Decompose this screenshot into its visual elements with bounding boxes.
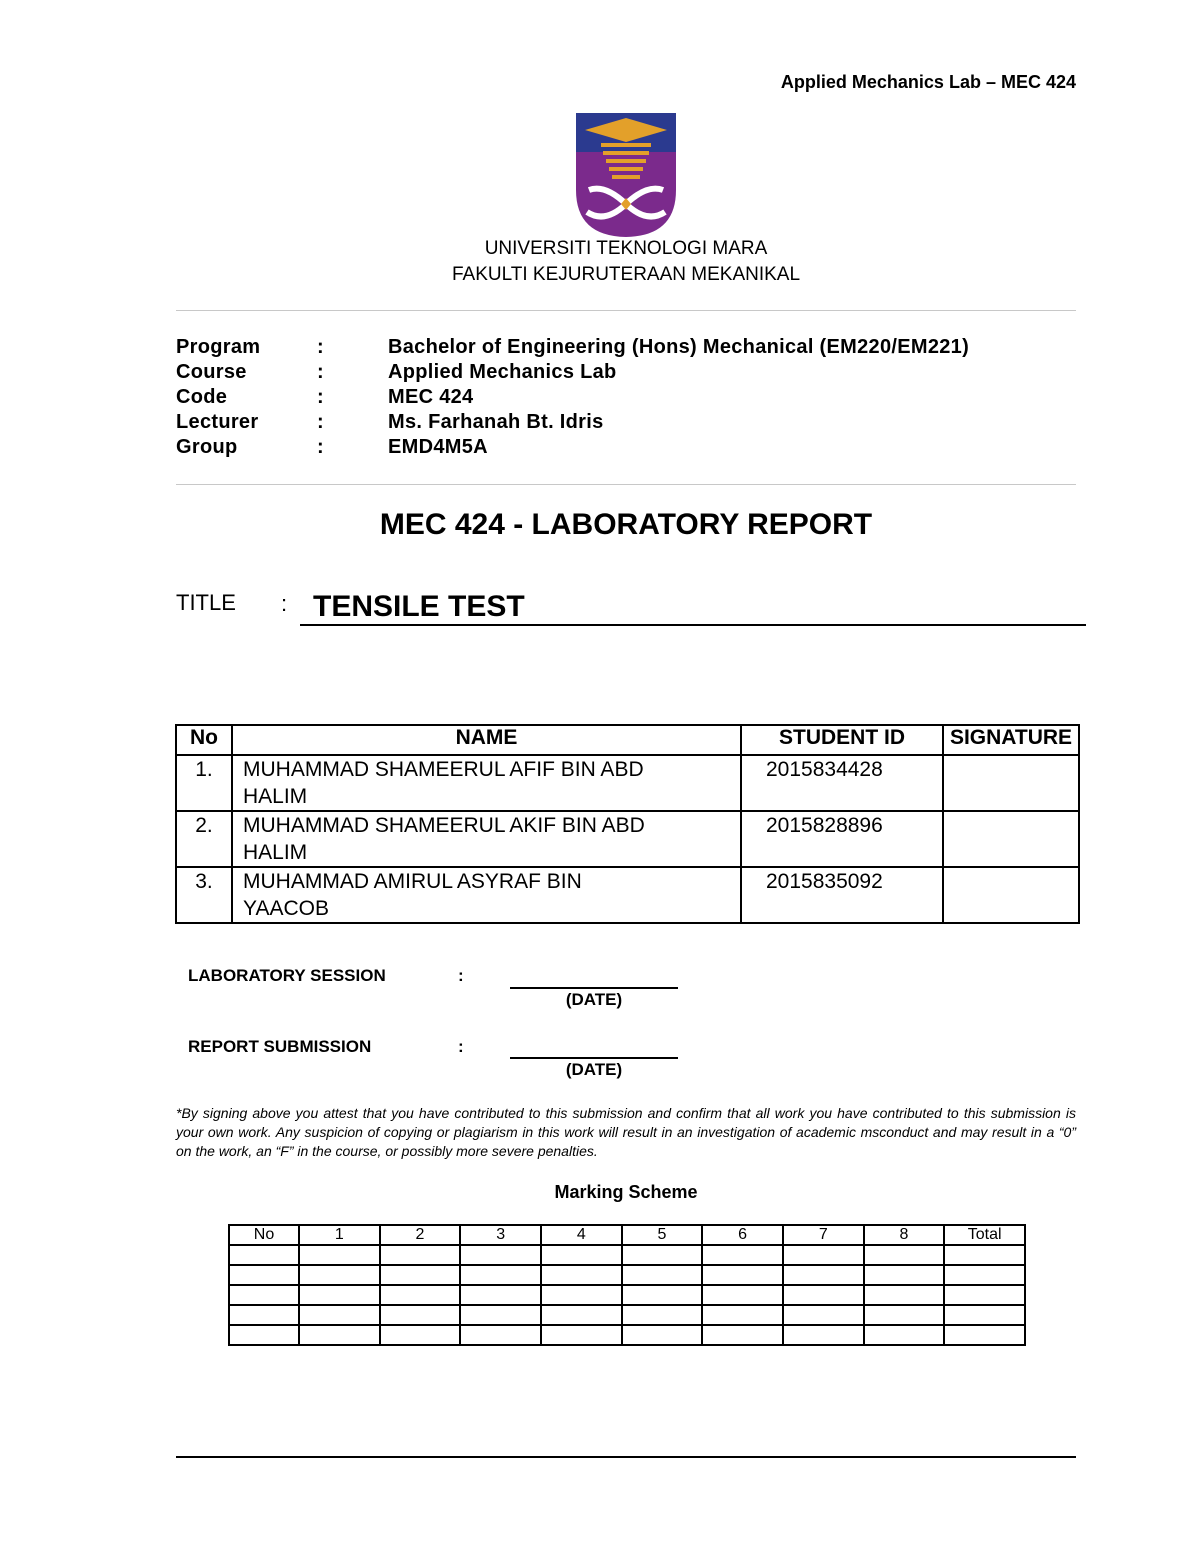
marking-cell <box>460 1305 541 1325</box>
marking-cell <box>380 1245 461 1265</box>
marking-cell <box>702 1265 783 1285</box>
table-row <box>229 1285 1025 1305</box>
title-underline <box>300 624 1086 626</box>
table-row <box>176 755 1079 811</box>
marking-cell <box>864 1325 945 1345</box>
student-table <box>175 724 1080 924</box>
marking-header-6: 6 <box>702 1225 783 1245</box>
marking-cell <box>622 1265 703 1285</box>
marking-cell <box>944 1285 1025 1305</box>
info-colon: : <box>317 436 324 458</box>
info-value: MEC 424 <box>388 386 474 408</box>
info-colon: : <box>317 361 324 383</box>
student-name-line1: MUHAMMAD SHAMEERUL AFIF BIN ABD <box>243 758 644 781</box>
info-key: Lecturer <box>176 411 259 433</box>
student-name <box>232 811 741 867</box>
marking-cell <box>944 1265 1025 1285</box>
marking-header-7: 7 <box>783 1225 864 1245</box>
lab-session-label: LABORATORY SESSION <box>188 966 386 985</box>
marking-cell <box>702 1285 783 1305</box>
title-colon: : <box>281 591 288 616</box>
student-name-line2: HALIM <box>243 841 308 864</box>
table-row <box>176 867 1079 923</box>
marking-header-8: 8 <box>864 1225 945 1245</box>
marking-cell <box>864 1285 945 1305</box>
marking-scheme-title: Marking Scheme <box>554 1182 698 1202</box>
marking-cell <box>541 1305 622 1325</box>
student-name <box>232 867 741 923</box>
marking-cell <box>460 1325 541 1345</box>
marking-header-row <box>229 1225 1025 1245</box>
header-signature: SIGNATURE <box>943 725 1079 755</box>
marking-cell <box>299 1305 380 1325</box>
student-signature <box>943 755 1079 811</box>
info-value: EMD4M5A <box>388 436 488 458</box>
table-row <box>229 1245 1025 1265</box>
student-name-line1: MUHAMMAD AMIRUL ASYRAF BIN <box>243 870 582 893</box>
student-name-line1: MUHAMMAD SHAMEERUL AKIF BIN ABD <box>243 814 645 837</box>
marking-header-total: Total <box>944 1225 1025 1245</box>
university-name: UNIVERSITI TEKNOLOGI MARA <box>484 238 768 259</box>
marking-cell <box>541 1245 622 1265</box>
header-course-tag: Applied Mechanics Lab – MEC 424 <box>780 72 1076 92</box>
marking-header-2: 2 <box>380 1225 461 1245</box>
marking-cell <box>702 1325 783 1345</box>
info-key: Course <box>176 361 247 383</box>
marking-cell <box>944 1325 1025 1345</box>
lab-session-date-line <box>510 987 678 989</box>
marking-cell <box>864 1305 945 1325</box>
marking-cell <box>622 1305 703 1325</box>
student-name-line2: YAACOB <box>243 897 329 920</box>
marking-cell <box>460 1245 541 1265</box>
marking-cell <box>783 1265 864 1285</box>
marking-cell <box>702 1305 783 1325</box>
header-name: NAME <box>232 725 741 755</box>
report-title: MEC 424 - LABORATORY REPORT <box>379 508 873 541</box>
marking-header-1: 1 <box>299 1225 380 1245</box>
marking-cell <box>783 1325 864 1345</box>
marking-cell <box>299 1245 380 1265</box>
header-no: No <box>176 725 232 755</box>
marking-header-3: 3 <box>460 1225 541 1245</box>
marking-cell <box>864 1265 945 1285</box>
student-no: 1. <box>176 755 232 811</box>
faculty-name: FAKULTI KEJURUTERAAN MEKANIKAL <box>451 264 801 285</box>
marking-cell <box>229 1245 299 1265</box>
report-submission-date-line <box>510 1057 678 1059</box>
marking-cell <box>229 1305 299 1325</box>
marking-cell <box>299 1265 380 1285</box>
footer-rule <box>176 1456 1076 1458</box>
report-submission-label: REPORT SUBMISSION <box>188 1037 372 1056</box>
marking-cell <box>380 1325 461 1345</box>
marking-cell <box>622 1285 703 1305</box>
marking-header-5: 5 <box>622 1225 703 1245</box>
marking-cell <box>944 1305 1025 1325</box>
separator-top <box>176 310 1076 311</box>
student-signature <box>943 867 1079 923</box>
marking-cell <box>783 1285 864 1305</box>
student-id: 2015834428 <box>741 755 943 811</box>
info-colon: : <box>317 386 324 408</box>
student-table-header <box>176 725 1079 755</box>
info-value: Bachelor of Engineering (Hons) Mechanical (EM220/EM221) <box>388 336 970 358</box>
marking-cell <box>380 1285 461 1305</box>
marking-cell <box>380 1305 461 1325</box>
lab-session-date-label: (DATE) <box>565 990 623 1009</box>
marking-scheme-table <box>228 1224 1026 1346</box>
marking-cell <box>229 1325 299 1345</box>
table-row <box>176 811 1079 867</box>
marking-cell <box>783 1245 864 1265</box>
student-no: 3. <box>176 867 232 923</box>
info-value: Applied Mechanics Lab <box>388 361 617 383</box>
info-colon: : <box>317 336 324 358</box>
title-value: TENSILE TEST <box>313 590 525 623</box>
marking-cell <box>229 1285 299 1305</box>
marking-cell <box>541 1285 622 1305</box>
table-row <box>229 1305 1025 1325</box>
marking-cell <box>299 1285 380 1305</box>
title-label: TITLE <box>176 590 236 615</box>
report-submission-date-label: (DATE) <box>565 1060 623 1079</box>
table-row <box>229 1265 1025 1285</box>
student-no: 2. <box>176 811 232 867</box>
marking-cell <box>229 1265 299 1285</box>
marking-cell <box>541 1325 622 1345</box>
info-value: Ms. Farhanah Bt. Idris <box>388 411 604 433</box>
marking-cell <box>622 1325 703 1345</box>
marking-header-no: No <box>229 1225 299 1245</box>
student-id: 2015835092 <box>741 867 943 923</box>
marking-cell <box>299 1325 380 1345</box>
separator-bottom <box>176 484 1076 485</box>
student-name-line2: HALIM <box>243 785 308 808</box>
marking-cell <box>380 1265 461 1285</box>
table-row <box>229 1325 1025 1345</box>
marking-cell <box>460 1265 541 1285</box>
student-signature <box>943 811 1079 867</box>
header-student-id: STUDENT ID <box>741 725 943 755</box>
student-id: 2015828896 <box>741 811 943 867</box>
lab-session-colon: : <box>458 966 464 985</box>
info-key: Code <box>176 386 228 408</box>
marking-header-4: 4 <box>541 1225 622 1245</box>
info-key: Group <box>176 436 238 458</box>
marking-cell <box>702 1245 783 1265</box>
marking-cell <box>622 1245 703 1265</box>
university-logo <box>575 112 677 238</box>
marking-cell <box>541 1265 622 1285</box>
info-key: Program <box>176 336 261 358</box>
report-submission-colon: : <box>458 1037 464 1056</box>
marking-cell <box>460 1285 541 1305</box>
declaration-note: *By signing above you attest that you have contributed to this submission and confirm that all work you have contributed to this submission is your own work. Any suspicion of copying or plagiarism in this work will result in an investigation of academic msconduct and may result in a “0” on the work, an “F” in the course, or possibly more severe penalties. <box>176 1105 1076 1159</box>
info-colon: : <box>317 411 324 433</box>
marking-cell <box>783 1305 864 1325</box>
marking-cell <box>944 1245 1025 1265</box>
student-name <box>232 755 741 811</box>
marking-cell <box>864 1245 945 1265</box>
